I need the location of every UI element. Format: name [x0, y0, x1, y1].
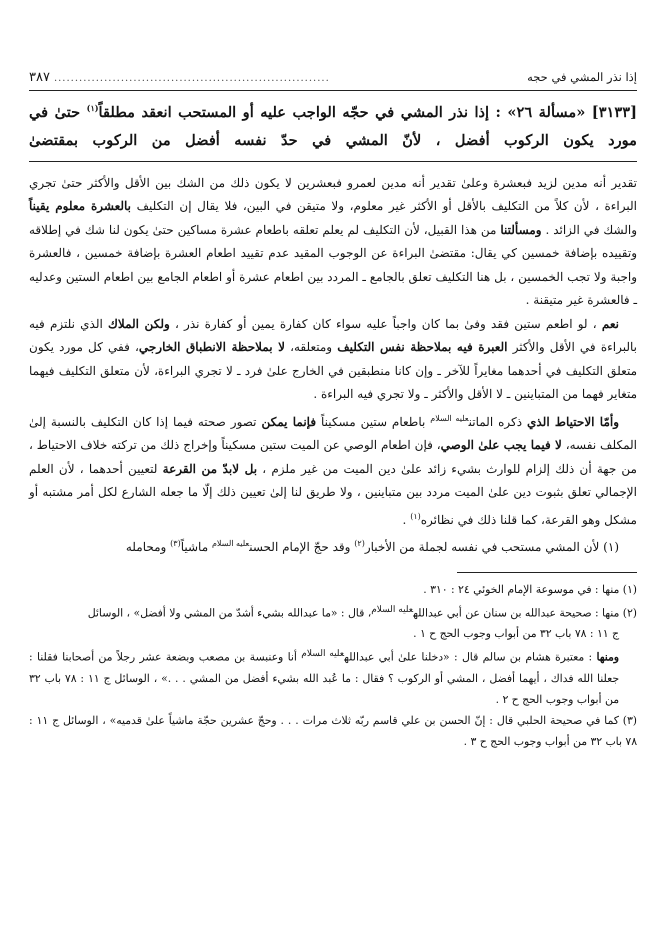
bold-run: فإنما يمكن: [261, 414, 317, 429]
honorific-mark: عليه السلام: [371, 604, 414, 615]
issue-heading: [29, 94, 637, 162]
footnote-ref: (١): [410, 511, 421, 521]
heading-line-2: حتىٰ في مورد يكون الركوب أفضل ، لأنّ المشي في حدّ نفسه أفضل من الركوب بمقتضىٰ: [29, 103, 637, 149]
bold-run: بالعشرة معلوم يقيناً: [29, 199, 132, 214]
bold-run: ولكن الملاك: [108, 316, 170, 331]
bold-run: ومسألتنا: [500, 222, 542, 237]
footnote-ref: (٢): [354, 539, 365, 549]
footnote-1: (١) منها : في موسوعة الإمام الخوئي ٢٤ : ٣١٠ .: [423, 582, 637, 596]
paragraph-2: [29, 313, 637, 407]
body-text: [29, 172, 637, 560]
heading-line-1: [٣١٣٣] «مسألة ٢٦» : إذا نذر المشي في حجّه الواجب عليه أو المستحب انعقد مطلقاً: [98, 103, 637, 121]
footnote-3: (٣) كما في صحيحة الحلبي قال : إنّ الحسن بن علي قاسم ربّه ثلاث مرات . . . وحجّ عشرين حجّة ماشياً علىٰ قدميه» ، الوسائل ج ١١ : ٧٨ باب ٣٢ من أبواب وجوب الحج ح ٣ .: [29, 714, 637, 749]
bold-run: نعم: [601, 316, 619, 331]
text-run: باطعام ستين مسكيناً: [321, 414, 426, 429]
text-run: والشك في الزائد .: [545, 222, 637, 237]
honorific-mark: عليه السلام: [301, 649, 345, 660]
text-run: لتعيين أحدهما ، لأن العلم الإجمالي تعلق بثبوت دين علىٰ الميت مردد بين متباينين ، ولا طريق لنا إلىٰ تعيين ذلك إلّا ما جعله الشارع لكل أمر مشتبه أو مشكل وهو القرعة، كما قلنا ذلك في نظائره: [29, 461, 637, 527]
text-run: : معتبرة هشام بن سالم قال : «دخلنا علىٰ أبي عبدالله: [344, 651, 593, 665]
footnote-2-second: [29, 644, 637, 710]
text-run: ، قال : «ما عبدالله بشيء أشدّ من المشي ولا أفضل» ، الوسائل: [87, 606, 372, 620]
leader-dots: ..................................................................: [53, 73, 330, 84]
text-run: وقد حجّ الإمام الحسن: [249, 540, 351, 555]
text-run: ومحامله: [125, 540, 167, 555]
running-title: إذا نذر المشي في حجه: [527, 70, 637, 84]
text-run: ، فإن اطعام الوصي عن الميت ستين مسكيناً وإخراج ذلك من تركته خلاف الاحتياط ، من جهة أن ذلك إلزام للوارث بشيء زائد علىٰ دين الميت من غير ملزم ،: [29, 438, 637, 476]
text-run: تقدير أنه مدين لزيد فبعشرة وعلىٰ تقدير أنه مدين لعمرو فبعشرين لا يكون ذلك من الشك بين الأقل والأكثر حتىٰ تجري البراءة ، لأن كلاً من التكليف بالأقل أو الأكثر غير معلوم، ولا متيقن في البين، فلا يقال إن التكليف: [29, 175, 637, 214]
text-run: ومتعلقه،: [290, 340, 333, 355]
bold-run: العبرة فيه بملاحظة نفس التكليف: [337, 340, 508, 355]
running-header: [29, 70, 637, 91]
footnote-2: [29, 600, 637, 624]
paragraph-3: وأمّا الاحتياط الذي ذكره الماتن$^{عليه السلام}$ باطعام ستين مسكيناً فإنما يمكن تصور صحته فيما إذا كان التكليف بالنسبة إلىٰ المكلف نفسه، لا فيما يجب علىٰ الوصي، فإن اطعام الوصي عن الميت ستين مسكيناً وإخراج ذلك من تركته خلاف الاحتياط ، من جهة أن ذلك إلزام للوارث بشيء زائد علىٰ دين الميت من غير ملزم ، بل لابدّ من القرعة لتعيين أحدهما ، لأن العلم الإجمالي تعلق بثبوت دين علىٰ الميت مردد بين متباينين ، ولا طريق لنا إلىٰ تعيين ذلك إلّا ما جعله الشارع لكل أمر مشتبه أو مشكل وهو القرعة، كما قلنا ذلك في نظائره$^{(١)}$ .: [29, 413, 638, 527]
footnotes: [29, 579, 637, 752]
footnote-divider: [457, 572, 637, 573]
bold-run: وأمّا الاحتياط الذي: [526, 414, 619, 429]
honorific-mark: عليه السلام: [430, 413, 469, 423]
bold-run: بل لابدّ من القرعة: [162, 461, 258, 476]
text-run: أنا وعنبسة بن مصعب وبضعة عشر رجلاً من أصحابنا فقلنا : جعلنا الله فداك ، أيهما أفضل ، المشي أو الركوب ؟ فقال : ما عُبد الله بشيء أفضل من المشي . . .» ، الوسائل ج ١١ : ٧٨ باب ٣٢ من أبواب وجوب الحج ح ٢ .: [29, 651, 619, 707]
text-run: الذي نلتزم فيه بالبراءة في الأقل والأكثر: [29, 316, 637, 355]
text-run: ماشياً: [180, 540, 209, 555]
paragraph-4: [29, 532, 637, 560]
text-run: ذكره الماتن: [468, 414, 523, 429]
footnote-ref: (١): [86, 103, 99, 113]
text-run: ، ففي كل مورد يكون متعلق التكليف في أحدهما مغايراً للآخر ـ وإن كانا منطبقين في الخارج علىٰ فرد ـ لا تجري البراءة، لأن متعلق التكليف فيهما متغاير فهما من المتباينين ـ لا الأقل والأكثر ـ ولا تجري فيه البراءة .: [29, 340, 637, 402]
bold-run: لا فيما يجب علىٰ الوصي: [440, 438, 562, 453]
text-run: (١) لأن المشي مستحب في نفسه لجملة من الأخبار: [364, 540, 619, 555]
text-run: (٢) منها : صحيحة عبدالله بن سنان عن أبي عبدالله: [413, 606, 637, 620]
footnote-2-cont: ج ١١ : ٧٨ باب ٣٢ من أبواب وجوب الحج ح ١ .: [413, 627, 619, 641]
footnote-ref: (٣): [170, 539, 181, 549]
bold-run: ومنها: [596, 651, 620, 665]
text-run: من هذا القبيل، لأن التكليف لم يعلم تعلقه باطعام عشرة مساكين حتىٰ يكون لنا شك في إطلاقه وتقييده بإضافة خمسين كي يقال: مقتضىٰ البراءة عن الوجوب المقيد عدم تقييد اطعام العشرة بإضافة خمسين ، فالعشرة واجبة ولا تجب الخمسين ، بل هنا التكليف تعلق بالجامع ـ المردد بين اطعام عشرة أو اطعام الجامع بين اطعام الستين وعدليه ـ فالعشرة غير متيقنة .: [29, 222, 637, 308]
page-number: ٣٨٧: [29, 70, 50, 85]
text-run: ، لو اطعم ستين فقد وفىٰ بما كان واجباً عليه سواء كان كفارة يمين أو كفارة نذر ،: [174, 316, 597, 331]
text-run: تصور صحته فيما إذا كان التكليف بالنسبة إلىٰ المكلف نفسه،: [29, 414, 638, 453]
paragraph-1: [29, 172, 637, 313]
page: [29, 70, 637, 752]
bold-run: لا بملاحظة الانطباق الخارجي: [138, 340, 285, 355]
honorific-mark: عليه السلام: [211, 539, 250, 549]
